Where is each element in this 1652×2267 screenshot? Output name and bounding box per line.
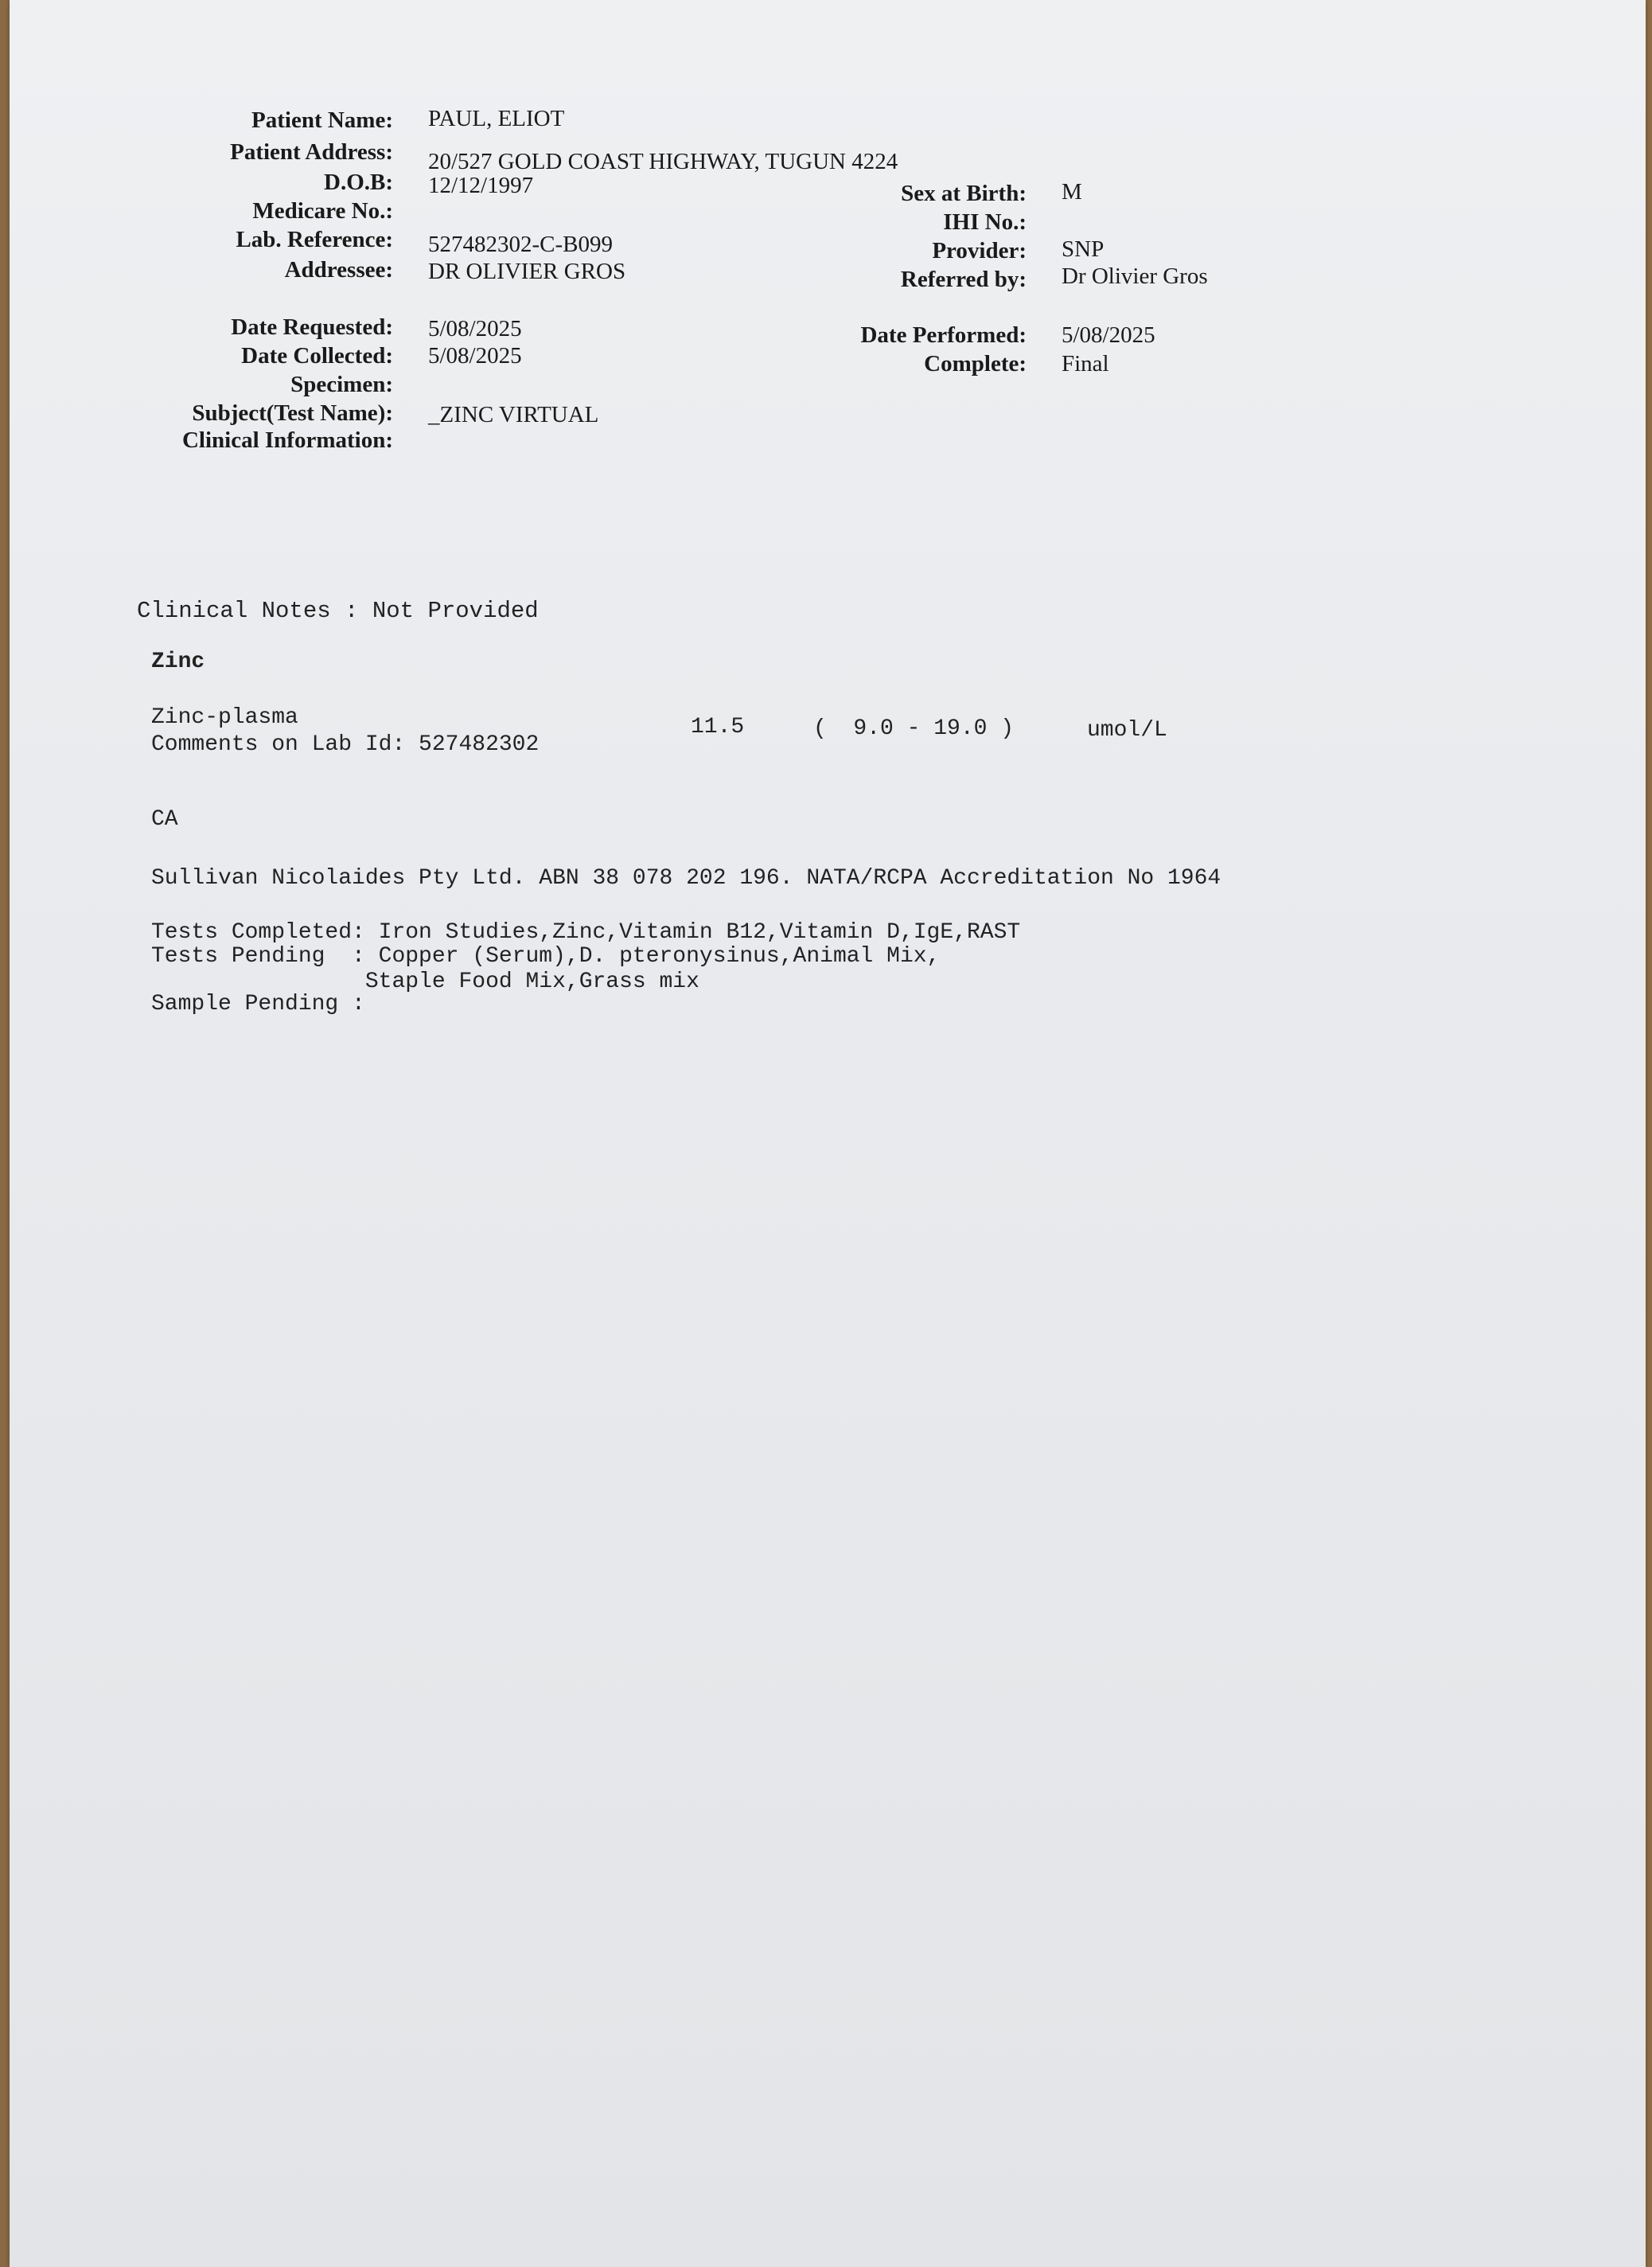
date-requested-value: 5/08/2025 <box>428 316 522 341</box>
subject-test-name-value: _ZINC VIRTUAL <box>428 402 599 427</box>
lab-accreditation: Sullivan Nicolaides Pty Ltd. ABN 38 078 202 196. NATA/RCPA Accreditation No 1964 <box>151 866 1221 891</box>
subject-test-name-label: Subject(Test Name): <box>192 400 393 426</box>
ca-code: CA <box>151 807 178 832</box>
lab-report-page <box>10 0 1646 2267</box>
section-title: Zinc <box>151 650 205 674</box>
tests-pending: Tests Pending : Copper (Serum),D. pteronysinus,Animal Mix, <box>151 944 941 969</box>
medicare-label: Medicare No.: <box>252 198 393 224</box>
test-result-value: 11.5 <box>691 715 745 739</box>
provider-value: SNP <box>1062 236 1105 262</box>
sex-at-birth-value: M <box>1062 179 1082 205</box>
patient-name-label: Patient Name: <box>251 107 393 133</box>
tests-completed: Tests Completed: Iron Studies,Zinc,Vitamin B12,Vitamin D,IgE,RAST <box>151 920 1021 945</box>
comments-line: Comments on Lab Id: 527482302 <box>151 732 540 757</box>
clinical-information-label: Clinical Information: <box>181 427 393 453</box>
referred-by-label: Referred by: <box>900 267 1027 292</box>
date-performed-label: Date Performed: <box>860 322 1027 348</box>
addressee-value: DR OLIVIER GROS <box>428 259 626 284</box>
sex-at-birth-label: Sex at Birth: <box>901 181 1027 206</box>
provider-label: Provider: <box>932 238 1027 263</box>
referred-by-value: Dr Olivier Gros <box>1062 263 1208 289</box>
complete-label: Complete: <box>924 351 1027 377</box>
specimen-label: Specimen: <box>290 372 393 397</box>
date-collected-label: Date Collected: <box>241 343 393 369</box>
lab-reference-label: Lab. Reference: <box>236 227 393 252</box>
patient-address-label: Patient Address: <box>230 139 393 165</box>
clinical-notes: Clinical Notes : Not Provided <box>137 598 539 624</box>
addressee-label: Addressee: <box>284 257 393 283</box>
patient-address-value: 20/527 GOLD COAST HIGHWAY, TUGUN 4224 <box>428 149 898 174</box>
dob-value: 12/12/1997 <box>428 173 534 198</box>
sample-pending: Sample Pending : <box>151 992 365 1016</box>
tests-pending-continued: Staple Food Mix,Grass mix <box>151 970 699 994</box>
lab-reference-value: 527482302-C-B099 <box>428 232 613 257</box>
reference-range: ( 9.0 - 19.0 ) <box>813 716 1015 741</box>
date-collected-value: 5/08/2025 <box>428 343 522 369</box>
patient-name-value: PAUL, ELIOT <box>428 106 565 131</box>
result-unit: umol/L <box>1087 718 1167 743</box>
ihi-label: IHI No.: <box>943 209 1027 235</box>
dob-label: D.O.B: <box>324 170 393 195</box>
date-performed-value: 5/08/2025 <box>1062 322 1155 348</box>
test-name: Zinc-plasma <box>151 705 298 730</box>
date-requested-label: Date Requested: <box>231 314 393 340</box>
complete-value: Final <box>1062 351 1109 377</box>
